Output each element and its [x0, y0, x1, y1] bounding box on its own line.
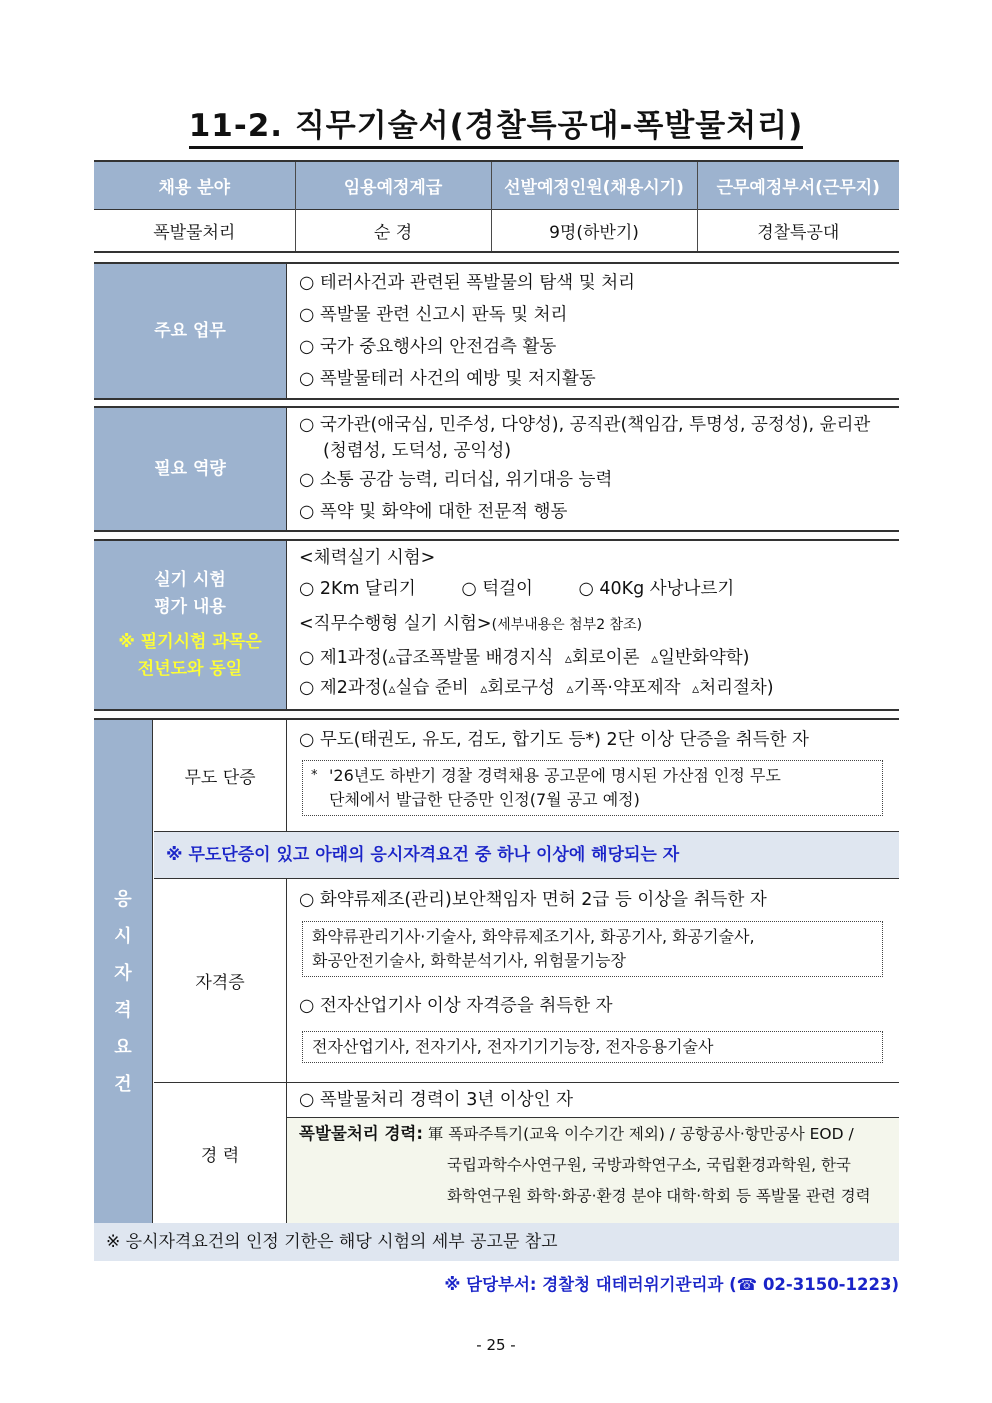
fitness-item: ○ 40Kg 사낭나르기: [578, 579, 735, 599]
phone-icon: ☎: [736, 1275, 758, 1294]
duty-item: ○ 테러사건과 관련된 폭발물의 탐색 및 처리: [299, 273, 636, 293]
competency-item: ○ 국가관(애국심, 민주성, 다양성), 공직관(책임감, 투명성, 공정성), 윤리관: [299, 415, 871, 435]
page-title: 11-2. 직무기술서(경찰특공대-폭발물처리): [0, 100, 992, 145]
practical-label: [94, 541, 287, 709]
martial-note-box: * '26년도 하반기 경찰 경력채용 공고문에 명시된 가산점 인정 무도 단체에서 발급한 단증만 인정(7월 공고 예정): [302, 760, 883, 816]
practical-label-line1: 실기 시험: [154, 570, 226, 590]
fitness-title: <체력실기 시험>: [299, 548, 436, 568]
job-test-note: (세부내용은 첨부2 참조): [491, 617, 643, 633]
competency-section: [94, 406, 899, 532]
cert-item: ○ 전자산업기사 이상 자격증을 취득한 자: [299, 996, 613, 1016]
practical-section: [94, 539, 899, 711]
requirement-note: ※ 무도단증이 있고 아래의 응시자격요건 중 하나 이상에 해당되는 자: [154, 831, 899, 879]
duties-section: [94, 262, 899, 400]
job-test-title: <직무수행형 실기 시험>(세부내용은 첨부2 참조): [299, 614, 643, 634]
practical-note-line2: 전년도와 동일: [137, 659, 243, 679]
cert-label: 자격증: [154, 879, 287, 1082]
martial-label: 무도 단증: [154, 720, 287, 831]
competency-label: 필요 역량: [94, 408, 287, 530]
career-detail: 폭발물처리 경력: 軍 폭파주특기(교육 이수기간 제외) / 공항공사·항만공사 EOD / 국립과학수사연구원, 국방과학연구소, 국립환경과학원, 한국 화학연구원 화학·화공·환경 분야 대학·학회 등 폭발물 관련 경력: [287, 1118, 899, 1224]
competency-item: ○ 소통 공감 능력, 리더십, 위기대응 능력: [299, 470, 613, 490]
practical-label-line2: 평가 내용: [154, 597, 226, 617]
footer-note: ※ 응시자격요건의 인정 기한은 해당 시험의 세부 공고문 참고: [94, 1223, 899, 1261]
stage2: ○ 제2과정(▵실습 준비 ▵회로구성 ▵기폭·약포제작 ▵처리절차): [299, 678, 774, 698]
competency-item: ○ 폭약 및 화약에 대한 전문적 행동: [299, 502, 568, 522]
header-col-dept: 근무예정부서(근무지): [697, 161, 899, 210]
duties-label: 주요 업무: [94, 264, 287, 398]
value-field: 폭발물처리: [94, 210, 295, 253]
page-number: - 25 -: [476, 1336, 516, 1354]
qualification-side-label: 응 시 자 격 요 건: [94, 720, 153, 1224]
stage1: ○ 제1과정(▵급조폭발물 배경지식 ▵회로이론 ▵일반화약학): [299, 648, 750, 668]
header-col-rank: 임용예정계급: [295, 161, 491, 210]
value-dept: 경찰특공대: [757, 223, 840, 243]
career-content: [287, 1082, 899, 1224]
cert-item: ○ 화약류제조(관리)보안책임자 면허 2급 등 이상을 취득한 자: [299, 890, 767, 910]
career-detail-label: 폭발물처리 경력:: [299, 1124, 423, 1143]
duty-item: ○ 폭발물 관련 신고시 판독 및 처리: [299, 305, 568, 325]
fitness-item: ○ 턱걸이: [461, 579, 533, 599]
fitness-items: [299, 574, 899, 605]
cert-content: [287, 879, 899, 1082]
qualification-section: [94, 718, 899, 1225]
duty-item: ○ 국가 중요행사의 안전검측 활동: [299, 337, 557, 357]
header-table: [94, 160, 899, 253]
duty-item: ○ 폭발물테러 사건의 예방 및 저지활동: [299, 369, 596, 389]
martial-content: [287, 720, 899, 831]
career-label: 경 력: [154, 1082, 287, 1224]
department-contact: ※ 담당부서: 경찰청 대테러위기관리과 (☎ 02-3150-1223): [444, 1275, 899, 1294]
value-count: 9명(하반기): [491, 210, 697, 253]
competency-item-cont: (청렴성, 도덕성, 공익성): [323, 441, 512, 461]
practical-note-line1: ※ 필기시험 과목은: [118, 632, 262, 652]
martial-item: ○ 무도(태권도, 유도, 검도, 합기도 등*) 2단 이상 단증을 취득한 자: [299, 730, 809, 750]
fitness-item: ○ 2Km 달리기: [299, 579, 416, 599]
header-col-field: 채용 분야: [94, 161, 295, 210]
career-item: ○ 폭발물처리 경력이 3년 이상인 자: [287, 1083, 899, 1118]
cert-box-1: 화약류관리기사·기술사, 화약류제조기사, 화공기사, 화공기술사, 화공안전기술사, 화학분석기사, 위험물기능장: [302, 921, 883, 977]
cert-box-2: 전자산업기사, 전자기사, 전자기기기능장, 전자응용기술사: [302, 1031, 883, 1063]
header-col-count: 선발예정인원(채용시기): [491, 161, 697, 210]
value-rank: 순 경: [295, 210, 491, 253]
